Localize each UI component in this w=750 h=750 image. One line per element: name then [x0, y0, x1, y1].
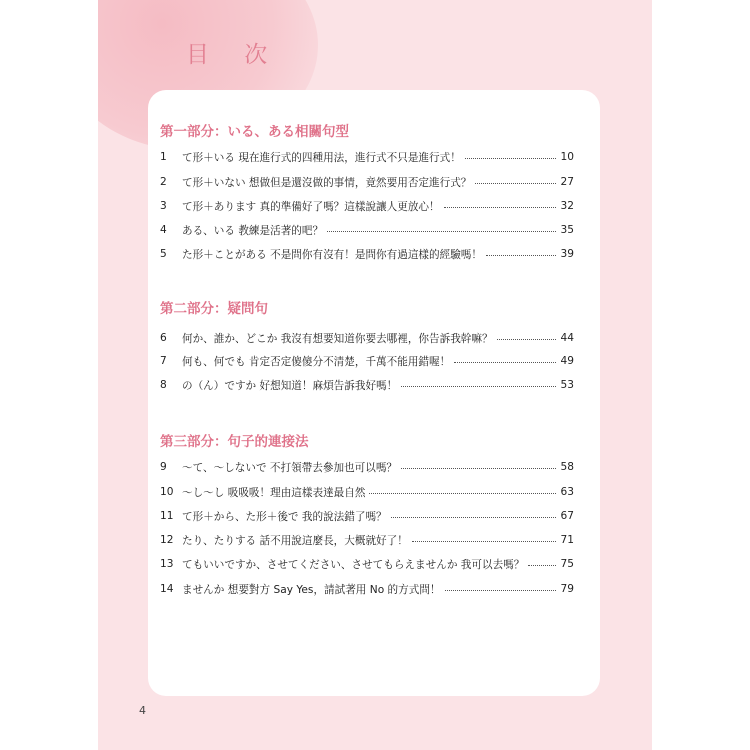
entry-text: てもいいですか、させてください、させてもらえませんか 我可以去嗎？: [182, 558, 525, 571]
leader-dots: [327, 231, 556, 232]
leader-dots: [465, 158, 556, 159]
toc-entry: [160, 508, 574, 524]
toc-entry: [160, 149, 574, 165]
entry-text: ませんか 想要對方 Say Yes，請試著用 No 的方式問！: [182, 583, 441, 596]
entry-number: 5: [160, 248, 167, 260]
entry-page: 49: [560, 355, 574, 367]
entry-text: て形＋から、た形＋後で 我的說法錯了嗎？: [182, 510, 387, 523]
section-heading-1: 第一部分：いる、ある相關句型: [160, 124, 349, 140]
toc-entry: [160, 377, 574, 393]
entry-text: て形＋いる 現在進行式的四種用法，進行式不只是進行式！: [182, 151, 461, 164]
toc-card: [148, 90, 600, 696]
entry-page: 10: [560, 151, 574, 163]
entry-text: 何も、何でも 肯定否定傻傻分不清楚，千萬不能用錯喔！: [182, 355, 451, 368]
leader-dots: [528, 565, 556, 566]
entry-page: 71: [560, 534, 574, 546]
leader-dots: [391, 517, 556, 518]
leader-dots: [401, 468, 556, 469]
entry-number: 3: [160, 200, 167, 212]
toc-entry: [160, 222, 574, 238]
toc-entry: [160, 198, 574, 214]
entry-page: 44: [560, 332, 574, 344]
entry-number: 10: [160, 486, 174, 498]
entry-page: 39: [560, 248, 574, 260]
entry-page: 35: [560, 224, 574, 236]
entry-text: たり、たりする 話不用說這麼長，大概就好了！: [182, 534, 408, 547]
entry-number: 8: [160, 379, 167, 391]
entry-page: 27: [560, 176, 574, 188]
leader-dots: [444, 207, 556, 208]
entry-text: て形＋いない 想做但是還沒做的事情，竟然要用否定進行式？: [182, 176, 472, 189]
entry-text: の（ん）ですか 好想知道！麻煩告訴我好嗎！: [182, 379, 398, 392]
toc-entry: [160, 353, 574, 369]
entry-page: 63: [560, 486, 574, 498]
entry-page: 67: [560, 510, 574, 522]
entry-page: 75: [560, 558, 574, 570]
toc-entry: [160, 459, 574, 475]
leader-dots: [454, 362, 556, 363]
entry-text: 何か、誰か、どこか 我沒有想要知道你要去哪裡，你告訴我幹嘛？: [182, 332, 493, 345]
entry-page: 32: [560, 200, 574, 212]
entry-number: 12: [160, 534, 174, 546]
leader-dots: [475, 183, 556, 184]
toc-entry: [160, 174, 574, 190]
leader-dots: [412, 541, 556, 542]
toc-entry: [160, 246, 574, 262]
entry-number: 9: [160, 461, 167, 473]
leader-dots: [369, 493, 556, 494]
toc-entry: [160, 556, 574, 572]
entry-number: 11: [160, 510, 174, 522]
entry-number: 1: [160, 151, 167, 163]
entry-number: 2: [160, 176, 167, 188]
leader-dots: [486, 255, 556, 256]
book-page: [98, 0, 652, 750]
section-heading-3: 第三部分：句子的連接法: [160, 434, 309, 450]
entry-number: 4: [160, 224, 167, 236]
section-heading-2: 第二部分：疑問句: [160, 301, 268, 317]
toc-entry: [160, 330, 574, 346]
entry-page: 53: [560, 379, 574, 391]
entry-text: て形＋あります 真的準備好了嗎？這樣說讓人更放心！: [182, 200, 440, 213]
leader-dots: [497, 339, 556, 340]
toc-entry: [160, 532, 574, 548]
page-title: 目 次: [186, 42, 282, 68]
entry-page: 79: [560, 583, 574, 595]
leader-dots: [445, 590, 556, 591]
entry-number: 14: [160, 583, 174, 595]
entry-number: 7: [160, 355, 167, 367]
entry-page: 58: [560, 461, 574, 473]
entry-text: 〜て、〜しないで 不打領帶去參加也可以嗎？: [182, 461, 398, 474]
toc-entry: [160, 484, 574, 500]
leader-dots: [401, 386, 556, 387]
entry-number: 13: [160, 558, 174, 570]
entry-text: た形＋ことがある 不是問你有沒有！是問你有過這樣的經驗嗎！: [182, 248, 482, 261]
toc-entry: [160, 581, 574, 597]
entry-text: 〜し〜し 吸吸吸！理由這樣表達最自然: [182, 486, 366, 499]
entry-number: 6: [160, 332, 167, 344]
entry-text: ある、いる 教練是活著的吧？: [182, 224, 324, 237]
page-number: 4: [139, 704, 146, 717]
